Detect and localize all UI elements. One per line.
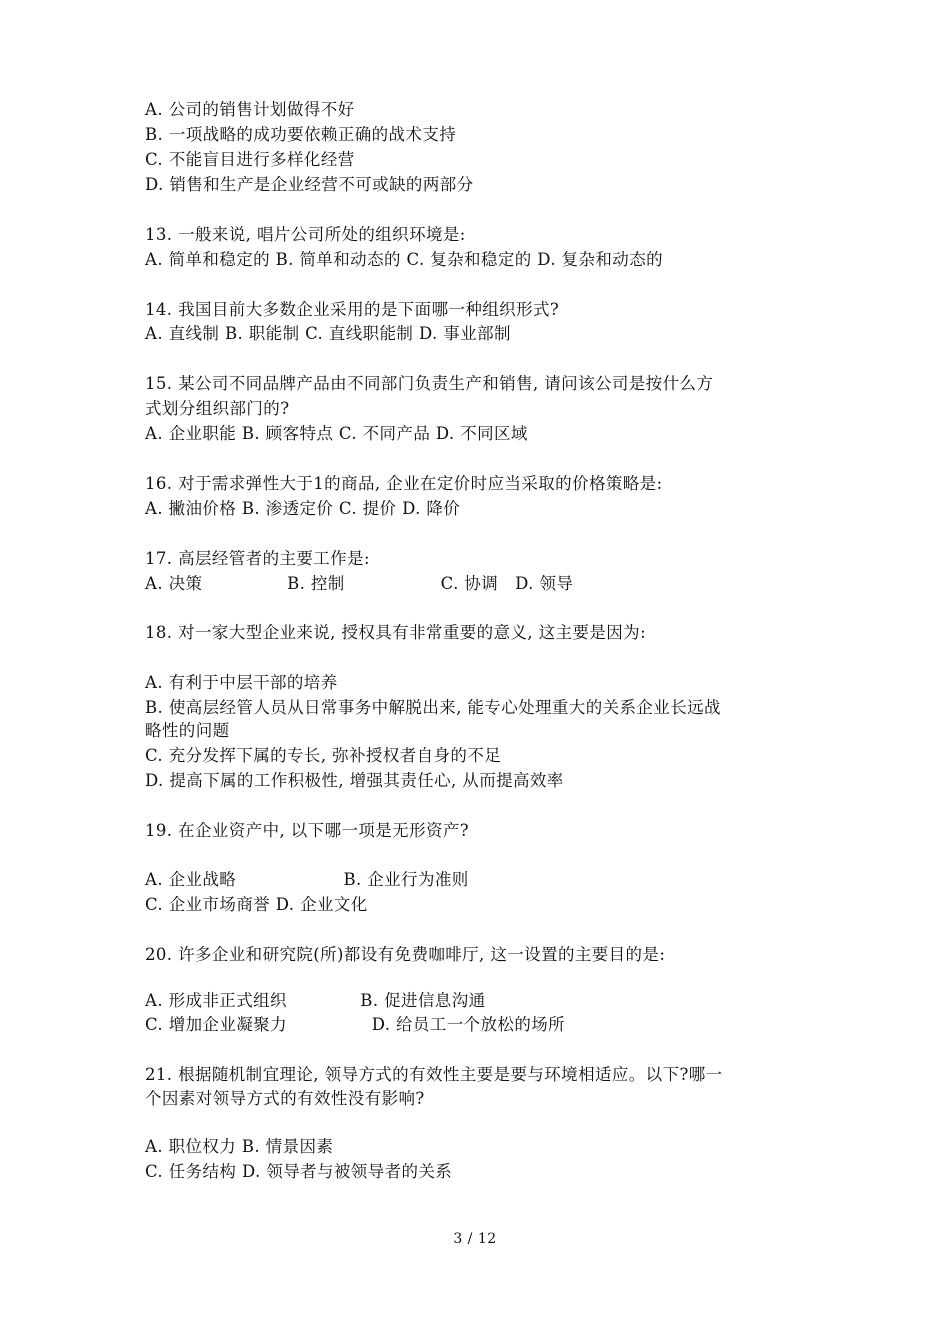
q17-question: 17. 高层经管者的主要工作是: [145,549,370,568]
q15-question: 15. 某公司不同品牌产品由不同部门负责生产和销售, 请问该公司是按什么方 [145,374,714,393]
q15-options: A. 企业职能 B. 顾客特点 C. 不同产品 D. 不同区域 [145,424,528,443]
q13-options: A. 简单和稳定的 B. 简单和动态的 C. 复杂和稳定的 D. 复杂和动态的 [145,250,664,269]
q12-option-b: B. 一项战略的成功要依赖正确的战术支持 [145,125,457,144]
q12-option-a: A. 公司的销售计划做得不好 [145,100,355,119]
q19-question: 19. 在企业资产中, 以下哪一项是无形资产? [145,821,470,840]
q18-option-b-cont: 略性的问题 [145,721,230,740]
q14-options: A. 直线制 B. 职能制 C. 直线职能制 D. 事业部制 [145,324,511,343]
q20-options-ab: A. 形成非正式组织 B. 促进信息沟通 [145,991,486,1010]
q15-question-cont: 式划分组织部门的? [145,399,290,418]
q18-option-c: C. 充分发挥下属的专长, 弥补授权者自身的不足 [145,746,502,765]
q20-options-cd: C. 增加企业凝聚力 D. 给员工一个放松的场所 [145,1015,566,1034]
q16-question: 16. 对于需求弹性大于1的商品, 企业在定价时应当采取的价格策略是: [145,474,663,493]
q19-options-cd: C. 企业市场商誉 D. 企业文化 [145,895,368,914]
q18-option-a: A. 有利于中层干部的培养 [145,673,338,692]
q18-option-d: D. 提高下属的工作积极性, 增强其责任心, 从而提高效率 [145,771,564,790]
q21-question: 21. 根据随机制宜理论, 领导方式的有效性主要是要与环境相适应。以下?哪一 [145,1065,723,1084]
q19-options-ab: A. 企业战略 B. 企业行为准则 [145,870,469,889]
q21-options-ab: A. 职位权力 B. 情景因素 [145,1137,334,1156]
q12-option-c: C. 不能盲目进行多样化经营 [145,150,355,169]
q16-options: A. 撇油价格 B. 渗透定价 C. 提价 D. 降价 [145,499,461,518]
q18-question: 18. 对一家大型企业来说, 授权具有非常重要的意义, 这主要是因为: [145,623,647,642]
q14-question: 14. 我国目前大多数企业采用的是下面哪一种组织形式? [145,300,560,319]
q12-option-d: D. 销售和生产是企业经营不可或缺的两部分 [145,175,474,194]
q13-question: 13. 一般来说, 唱片公司所处的组织环境是: [145,225,466,244]
q18-option-b: B. 使高层经管人员从日常事务中解脱出来, 能专心处理重大的关系企业长远战 [145,698,721,717]
q21-question-cont: 个因素对领导方式的有效性没有影响? [145,1089,425,1108]
q20-question: 20. 许多企业和研究院(所)都设有免费咖啡厅, 这一设置的主要目的是: [145,945,666,964]
q21-options-cd: C. 任务结构 D. 领导者与被领导者的关系 [145,1162,453,1181]
q17-options: A. 决策 B. 控制 C. 协调 D. 领导 [145,574,574,593]
page-number: 3 / 12 [453,1231,497,1247]
